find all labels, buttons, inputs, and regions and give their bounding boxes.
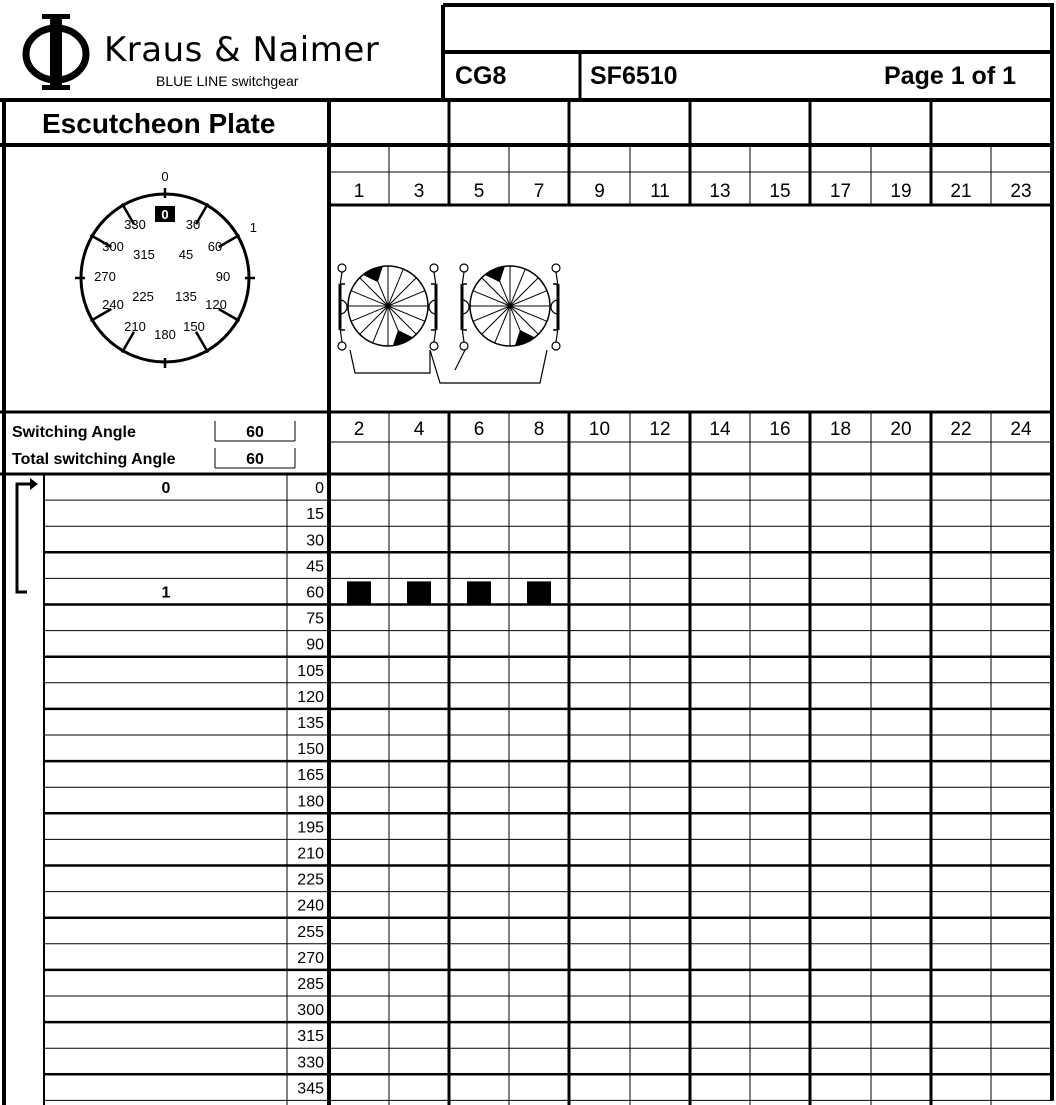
position-angle-label: 225 xyxy=(297,871,324,889)
dial-angle-label: 270 xyxy=(94,269,116,284)
terminal-label-bottom: 18 xyxy=(829,419,852,440)
position-angle-label: 45 xyxy=(306,558,324,576)
series-code: CG8 xyxy=(455,62,507,90)
grid-lines xyxy=(0,5,1054,1105)
terminal-label-top: 7 xyxy=(533,181,545,202)
page-number: Page 1 of 1 xyxy=(884,62,1016,90)
dial-angle-label: 150 xyxy=(183,319,205,334)
terminal-label-top: 3 xyxy=(413,181,425,202)
dial-angle-label: 330 xyxy=(124,217,146,232)
terminal-bottom-icon xyxy=(552,342,560,350)
range-bracket xyxy=(17,484,30,592)
dial-angle-label: 45 xyxy=(178,247,194,262)
contact-closed-mark xyxy=(347,581,371,603)
dial-angle-label: 90 xyxy=(215,269,231,284)
position-angle-label: 120 xyxy=(297,688,324,706)
dial-angle-label: 60 xyxy=(207,239,223,254)
brand-name: Kraus & Naimer xyxy=(104,30,380,70)
terminal-label-bottom: 16 xyxy=(769,419,791,440)
dial-position-label: 1 xyxy=(249,220,257,235)
terminal-label-top: 21 xyxy=(950,181,972,202)
range-arrow-icon xyxy=(30,478,38,490)
terminal-label-bottom: 4 xyxy=(413,419,425,440)
position-angle-label: 300 xyxy=(297,1002,324,1020)
dial-angle-label: 135 xyxy=(175,289,197,304)
position-angle-label: 135 xyxy=(297,714,324,732)
terminal-label-bottom: 14 xyxy=(709,419,731,440)
dial-angle-label: 210 xyxy=(124,319,146,334)
wiring-link xyxy=(455,350,465,370)
contact-schematic xyxy=(338,264,560,383)
dial-position-label: 0 xyxy=(161,169,169,184)
switching-angle-value: 60 xyxy=(246,424,264,441)
terminal-label-top: 17 xyxy=(829,181,852,202)
position-angle-label: 255 xyxy=(297,923,324,941)
terminal-label-top: 9 xyxy=(594,181,605,202)
position-angle-label: 345 xyxy=(297,1080,324,1098)
total-switching-angle-value: 60 xyxy=(246,451,264,468)
position-angle-label: 60 xyxy=(306,584,324,602)
total-switching-angle-label: Total switching Angle xyxy=(12,451,176,468)
position-angle-label: 15 xyxy=(306,506,324,524)
dial-angle-label: 240 xyxy=(102,297,124,312)
dial-tick xyxy=(196,332,208,353)
wiring-link xyxy=(350,350,430,373)
position-angle-label: 150 xyxy=(297,741,324,759)
terminal-top-icon xyxy=(430,264,438,272)
brand-logo-icon xyxy=(20,10,92,90)
dial-angle-label: 180 xyxy=(154,327,176,342)
position-angle-label: 75 xyxy=(306,610,324,628)
position-angle-label: 330 xyxy=(297,1054,324,1072)
terminal-label-bottom: 6 xyxy=(473,419,485,440)
position-name-label: 1 xyxy=(161,584,171,602)
dial-angle-label: 300 xyxy=(102,239,124,254)
terminal-label-bottom: 22 xyxy=(950,419,972,440)
wiring-link xyxy=(430,350,547,383)
position-angle-label: 210 xyxy=(297,845,324,863)
position-angle-label: 105 xyxy=(297,662,324,680)
contact-closed-mark xyxy=(467,581,491,603)
position-angle-label: 30 xyxy=(306,532,324,550)
terminal-top-icon xyxy=(552,264,560,272)
brand-tagline: BLUE LINE switchgear xyxy=(156,73,299,89)
grid-texts xyxy=(162,181,1032,1097)
terminal-label-top: 5 xyxy=(473,181,485,202)
terminal-label-bottom: 12 xyxy=(649,419,671,440)
dial-angle-label: 225 xyxy=(132,289,154,304)
product-code: SF6510 xyxy=(590,62,678,90)
terminal-top-icon xyxy=(338,264,346,272)
position-angle-label: 285 xyxy=(297,975,324,993)
dial-angle-label: 315 xyxy=(133,247,155,262)
terminal-label-bottom: 24 xyxy=(1010,419,1032,440)
terminal-label-bottom: 8 xyxy=(533,419,545,440)
position-angle-label: 180 xyxy=(297,793,324,811)
terminal-label-top: 13 xyxy=(709,181,731,202)
position-angle-label: 195 xyxy=(297,819,324,837)
contact-closed-mark xyxy=(527,581,551,603)
dial-tick xyxy=(122,332,134,353)
terminal-top-icon xyxy=(460,264,468,272)
position-name-label: 0 xyxy=(161,480,171,498)
switching-angle-label: Switching Angle xyxy=(12,424,136,441)
position-angle-label: 90 xyxy=(306,636,324,654)
escutcheon-dial xyxy=(75,169,257,368)
terminal-label-top: 11 xyxy=(650,181,670,202)
section-title: Escutcheon Plate xyxy=(42,108,276,139)
terminal-bottom-icon xyxy=(430,342,438,350)
dial-angle-label: 30 xyxy=(185,217,201,232)
contact-closed-mark xyxy=(407,581,431,603)
terminal-label-top: 23 xyxy=(1010,181,1032,202)
terminal-bottom-icon xyxy=(338,342,346,350)
position-angle-label: 0 xyxy=(315,480,324,498)
terminal-bottom-icon xyxy=(460,342,468,350)
position-angle-label: 270 xyxy=(297,949,324,967)
terminal-label-top: 15 xyxy=(769,181,791,202)
dial-angle-label: 0 xyxy=(161,207,169,222)
dial-angle-label: 120 xyxy=(205,297,227,312)
terminal-label-top: 1 xyxy=(353,181,365,202)
terminal-label-bottom: 2 xyxy=(353,419,365,440)
terminal-label-bottom: 10 xyxy=(588,419,611,440)
terminal-label-top: 19 xyxy=(890,181,912,202)
position-angle-label: 165 xyxy=(297,767,324,785)
terminal-label-bottom: 20 xyxy=(890,419,912,440)
position-angle-label: 315 xyxy=(297,1028,324,1046)
position-angle-label: 240 xyxy=(297,897,324,915)
